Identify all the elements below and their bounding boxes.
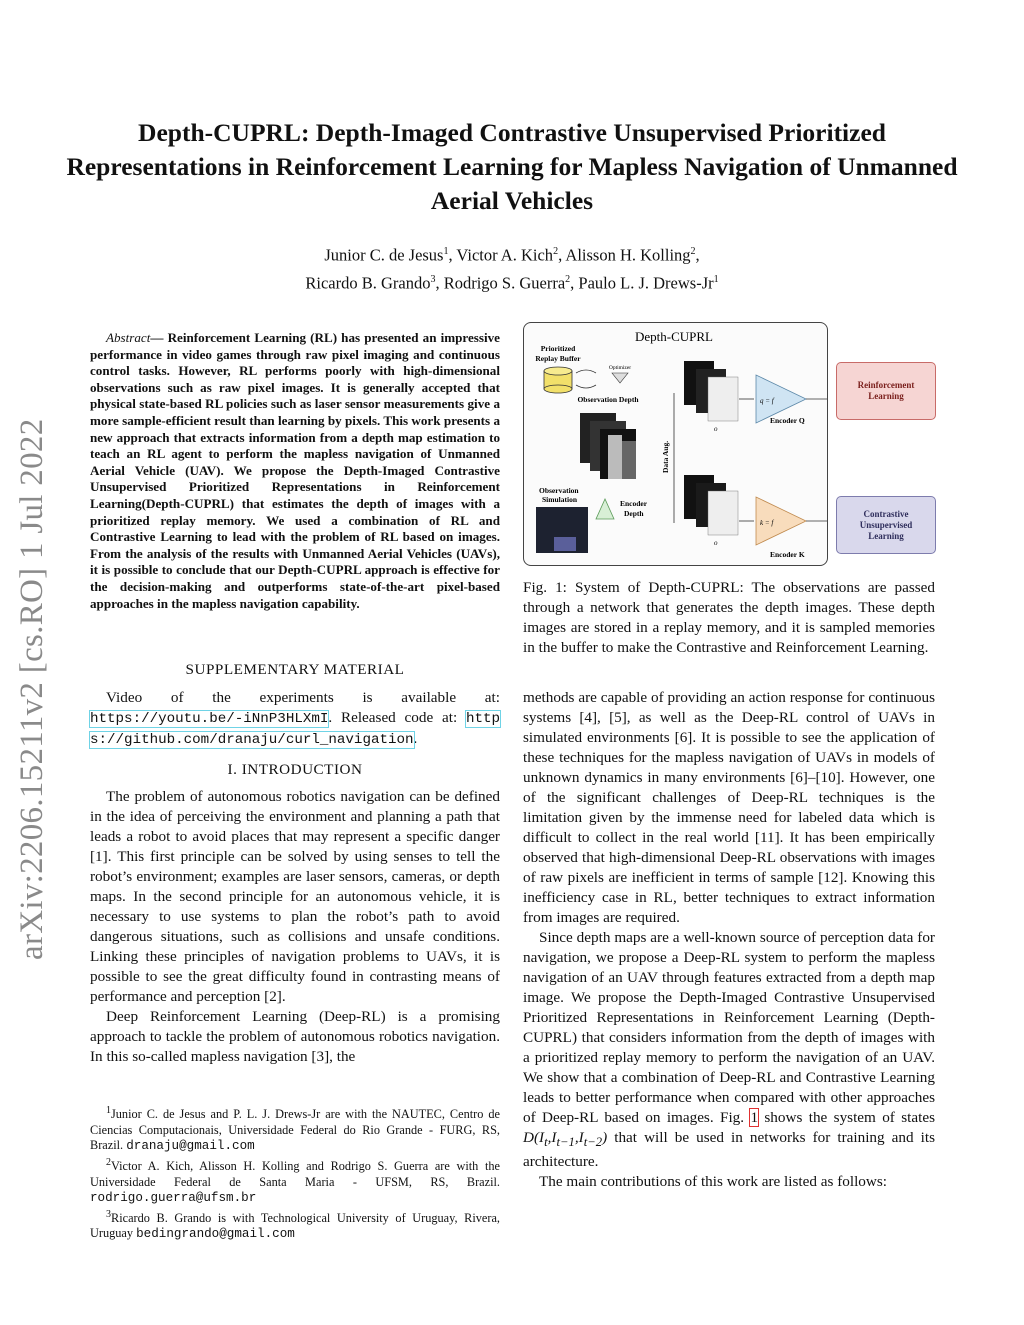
obs-sim-label: Simulation	[542, 495, 578, 504]
author-name: Ricardo B. Grando	[305, 273, 431, 292]
figure-system-diagram	[523, 322, 828, 566]
encoder-depth-icon	[596, 499, 614, 519]
simulation-image	[554, 537, 576, 551]
email-link[interactable]: dranaju@gmail.com	[126, 1139, 255, 1154]
figure-reference-link[interactable]: 1	[750, 1109, 759, 1126]
author-list	[100, 240, 924, 295]
author-name: , Paulo L. J. Drews-Jr	[570, 273, 714, 292]
affiliation-mark: 2	[690, 246, 696, 257]
replay-buffer-icon	[544, 367, 572, 393]
encoder-k-equation: k = f	[760, 519, 774, 527]
abstract: Abstract— Reinforcement Learning (RL) has presented an impressive performance in video games through raw pixel imaging and continuous control tasks. However, RL performs poorly with high-dimensional observations such as raw pixel images. It is generally accepted that physical state-based RL policies such as laser sensor measurements give a more sample-efficient result than learning by pixels. This work presents a new approach that extracts information from a depth map estimation to teach an RL agent to perform the mapless navigation of Unmanned Aerial Vehicle (UAV). We propose the Depth-Imaged Contrastive Unsupervised Prioritized Representations in Reinforcement Learning(Depth-CUPRL) that estimates the depth of images with a prioritized replay memory. We used a combination of RL and Contrastive Learning to lead with the problem of RL based on images. From the analysis of the results with Unmanned Aerial Vehicles (UAVs), it is possible to conclude that our Depth-CUPRL approach is effective for the decision-making and outperforms state-of-the-art pixel-based approaches in the mapless navigation capability.	[90, 330, 500, 611]
ok-image	[708, 491, 738, 535]
author-name: , Victor A. Kich	[448, 245, 554, 265]
state-math: $D(I_t,I_{t-1},I_{t-2})$	[523, 1129, 608, 1150]
section-heading-introduction: I. INTRODUCTION	[227, 761, 363, 778]
intro-paragraph-4: The main contributions of this work are listed as follows:	[539, 1173, 887, 1191]
author-name: , Alisson H. Kolling	[558, 245, 691, 265]
intro-paragraph-3: Since depth maps are a well-known source of perception data for navigation, we propose a Deep-RL system to perform the mapless navigation of an UAV through features extracted from a depth map image. We propose the Depth-Imaged Contrastive Unsupervised Prioritized Representations in Reinforcement Learning (Depth-CUPRL) that considers information from the depth of images with a prioritized replay memory to perform the navigation of an UAV. We show that a combination of Deep-RL and Contrastive Learning leads to better performance when compared with other approaches of Deep-RL based on images. Fig. 1 shows the system of states $D(I_t,I_{t-1},I_{t-2})$ that will be used in networks for training and its architecture.	[523, 929, 935, 1171]
system-diagram	[524, 323, 827, 565]
buffer-label: Replay Buffer	[535, 354, 581, 363]
affiliation-mark: 1	[443, 246, 449, 257]
arxiv-stamp: arXiv:2206.15211v2 [cs.RO] 1 Jul 2022	[14, 418, 50, 960]
separator: ,	[695, 245, 700, 265]
intro-paragraph-2: Deep Reinforcement Learning (Deep-RL) is a promising approach to tackle the problem of autonomous robotics navigation. In this so-called mapless navigation [3], the	[90, 1008, 500, 1065]
author-line-1	[100, 240, 924, 268]
intro-paragraph-2-continued: methods are capable of providing an action response for continuous systems [4], [5], as well as the Deep-RL control of UAVs in simulated environments [6]. It is possible to see the application of these techniques for the mapless navigation of UAVs in models of unknown dynamics in many environments [6]–[10]. However, one of the significant challenges of Deep-RL techniques is the limitation given by the immense need for labeled data which is difficult to collect in the real world [11]. It has been empirically observed that high-dimensional Deep-RL observations with images of raw pixels are inefficient in terms of sample [12]. Knowing this inefficiency case in RL, better techniques to extract information from images are required.	[523, 689, 935, 926]
affiliation-mark: 3	[430, 273, 436, 285]
obs-depth-label: Observation Depth	[577, 395, 639, 404]
affiliation-mark: 1	[713, 273, 719, 285]
encoder-k-label: Encoder K	[770, 550, 805, 559]
code-link[interactable]: https://github.com/dranaju/curl_navigation	[90, 711, 500, 748]
depth-image-stack	[580, 413, 636, 479]
intro-body-right	[523, 688, 935, 1192]
intro-body-left	[90, 787, 500, 1067]
optimizer-icon	[612, 373, 628, 383]
footnote-1: $^1$Junior C. de Jesus and P. L. J. Drews-Jr are with the NAUTEC, Centro de Ciencias Computacionais, Universidade Federal do Rio Grande - FURG, RS, Brazil. dranaju@gmail.com	[90, 1105, 500, 1154]
encoder-depth-label: Encoder	[620, 499, 648, 508]
caption-label: Fig. 1:	[523, 579, 567, 596]
abstract-text: Reinforcement Learning (RL) has presented an impressive performance in video games through raw pixel imaging and continuous control tasks. However, RL performs poorly with high-dimensional observations such as raw pixel images. It is generally accepted that physical state-based RL policies such as laser sensor measurements give a more sample-efficient result than learning by pixels. This work presents a new approach that extracts information from a depth map estimation to teach an RL agent to perform the mapless navigation of Unmanned Aerial Vehicle (UAV). We propose the Depth-Imaged Contrastive Unsupervised Prioritized Representations in Reinforcement Learning(Depth-CUPRL) that estimates the depth of images with a prioritized replay memory. We used a combination of RL and Contrastive Learning to lead with the problem of RL based on images. From the analysis of the results with Unmanned Aerial Vehicles (UAVs), it is possible to conclude that our Depth-CUPRL approach is effective for the decision-making and outperforms state-of-the-art pixel-based approaches in the mapless navigation capability.	[90, 330, 500, 611]
encoder-q-equation: q = f	[760, 397, 774, 405]
footnote-2: $^2$Victor A. Kich, Alisson H. Kolling and Rodrigo S. Guerra are with the Universidade Federal de Santa Maria - UFSM, RS, Brazil. rodrigo.guerra@ufsm.br	[90, 1156, 500, 1206]
figure-title: Depth-CUPRL	[635, 329, 713, 344]
supplementary-paragraph: Video of the experiments is available at: https://youtu.be/-iNnP3HLXmI. Released code at: https://github.com/dranaju/curl_navigation.	[90, 689, 500, 748]
arrow-icon	[576, 385, 596, 388]
intro-paragraph-1: The problem of autonomous robotics navigation can be defined in the idea of perceiving the environment and planning a path that leads a robot to avoid places that may represent a specific danger [1]. This first principle can be solved by using senses to tell the robot’s environment; examples are laser sensors, cameras, or depth maps. In the second principle for an autonomous vehicle, it is necessary to use systems to plan the robot’s path to avoid dangerous situations, such as collisions and unsafe conditions. Linking these principles of navigation problems to UAVs, it is possible to see the great difficulty found in contrasting means of performance and perception [2].	[90, 788, 500, 1005]
cl-output-box: Contrastive Unsupervised Learning	[836, 496, 936, 554]
affiliation-mark: 2	[553, 246, 559, 257]
ok-label: o	[714, 539, 718, 547]
buffer-label: Prioritized	[540, 344, 576, 353]
oq-image	[708, 377, 738, 421]
obs-sim-label: Observation	[539, 486, 579, 495]
figure-caption	[523, 578, 935, 658]
email-link[interactable]: bedingrando@gmail.com	[136, 1227, 295, 1242]
oq-label: o	[714, 425, 718, 433]
author-name: Junior C. de Jesus	[324, 245, 444, 265]
caption-text: System of Depth-CUPRL: The observations are passed through a network that generates the depth images. These depth images are stored in a replay memory, and it is sampled memories in the buffer to make the Contrastive and Reinforcement Learning.	[523, 579, 935, 656]
encoder-q-label: Encoder Q	[770, 416, 805, 425]
video-link[interactable]: https://youtu.be/-iNnP3HLXmI	[90, 711, 329, 727]
email-link[interactable]: rodrigo.guerra@ufsm.br	[90, 1191, 257, 1206]
arrow-icon	[576, 370, 596, 373]
author-name: , Rodrigo S. Guerra	[435, 273, 566, 292]
data-aug-label: Data Aug.	[661, 440, 670, 473]
paper-title: Depth-CUPRL: Depth-Imaged Contrastive Unsupervised Prioritized Representations in Reinforcement Learning for Mapless Navigation of Unmanned Aerial Vehicles	[66, 118, 958, 215]
footnotes	[90, 1103, 500, 1243]
optimizer-label: Optimizer	[608, 365, 632, 371]
author-line-2	[100, 268, 924, 296]
encoder-depth-label: Depth	[624, 509, 644, 518]
affiliation-mark: 2	[565, 273, 571, 285]
section-heading-supplementary: SUPPLEMENTARY MATERIAL	[185, 661, 405, 678]
footnote-3: $^3$Ricardo B. Grando is with Technological University of Uruguay, Rivera, Uruguay bedingrando@gmail.com	[90, 1208, 500, 1242]
rl-output-box: Reinforcement Learning	[836, 362, 936, 420]
abstract-label: Abstract	[106, 330, 151, 345]
